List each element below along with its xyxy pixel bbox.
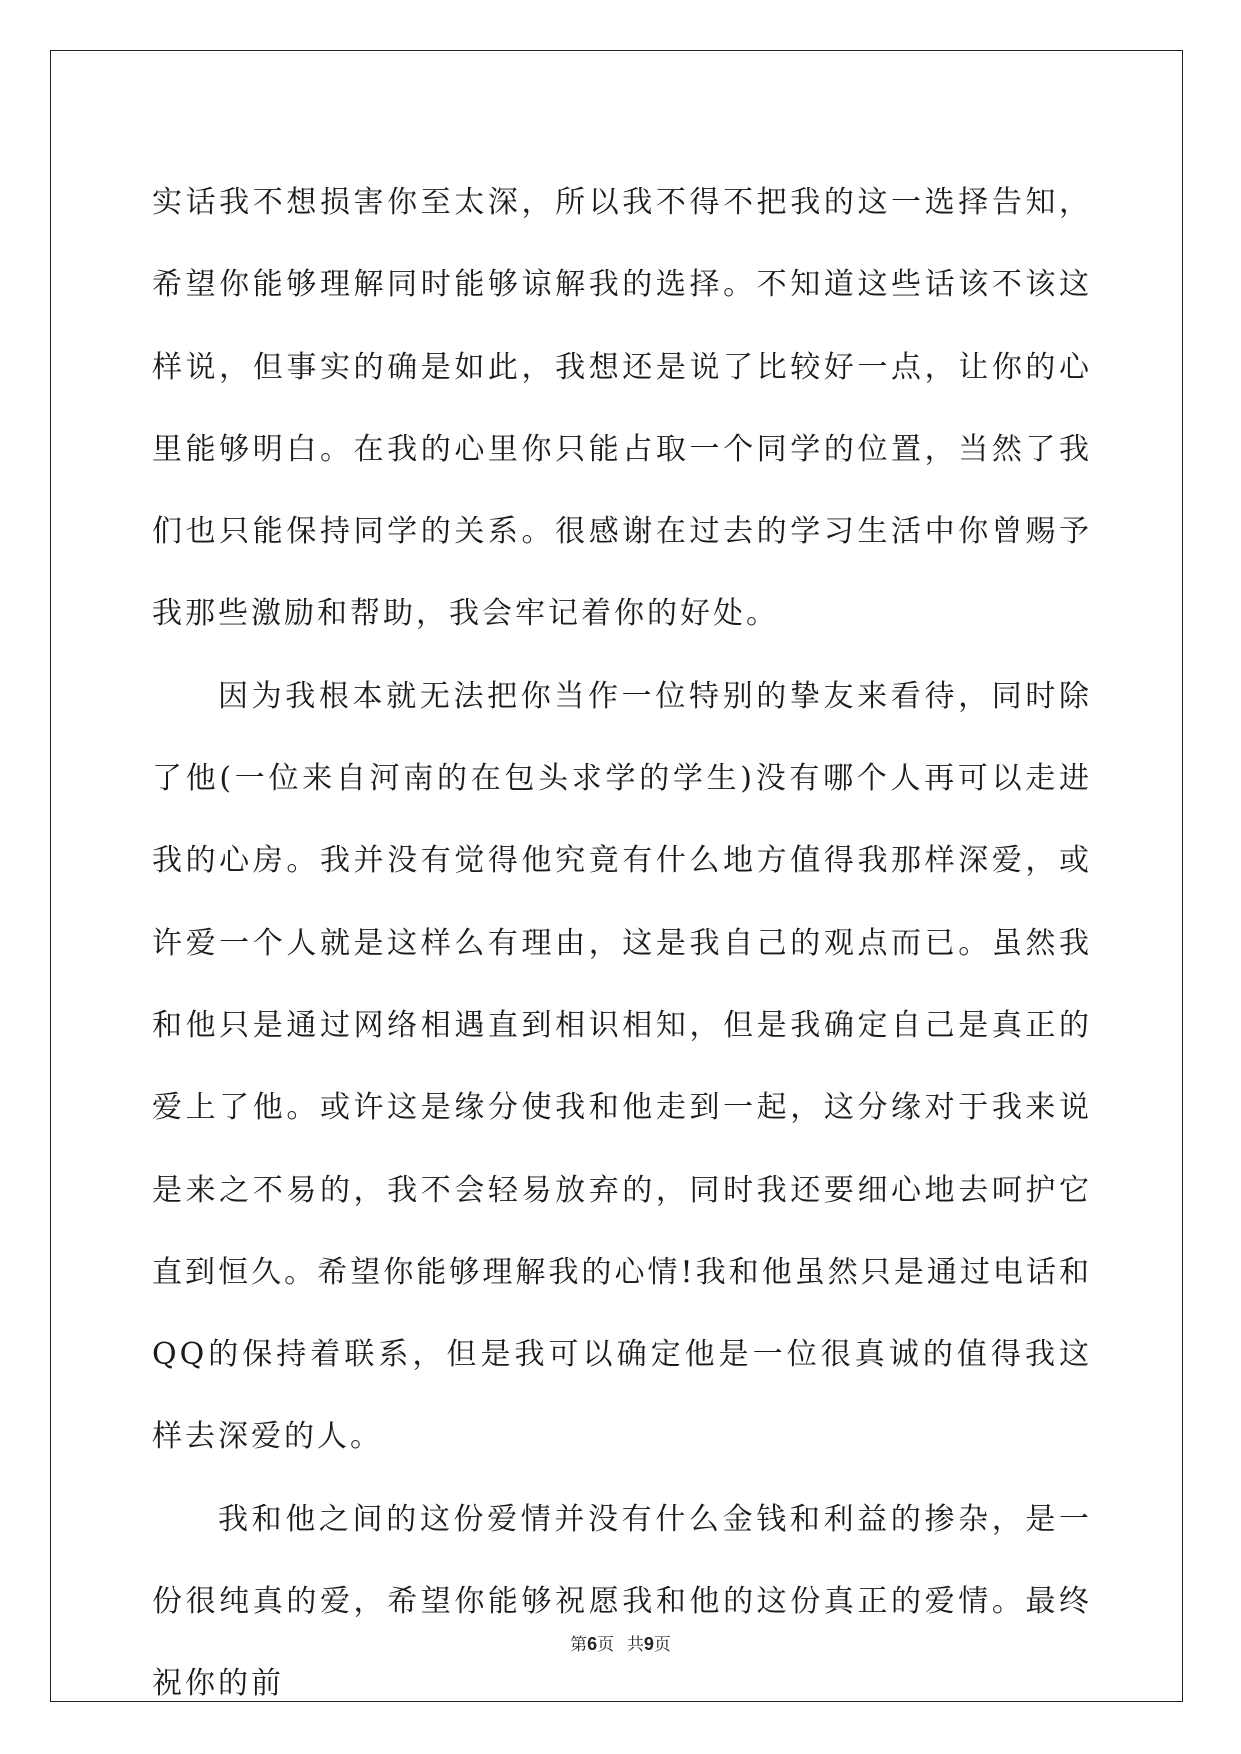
paragraph-2: 因为我根本就无法把你当作一位特别的挚友来看待，同时除了他(一位来自河南的在包头求学的学生)没有哪个人再可以走进我的心房。我并没有觉得他究竟有什么地方值得我那样深爱，或许爱一个人就是这样么有理由，这是我自己的观点而已。虽然我和他只是通过网络相遇直到相识相知，但是我确定自己是真正的爱上了他。或许这是缘分使我和他走到一起，这分缘对于我来说是来之不易的，我不会轻易放弃的，同时我还要细心地去呵护它直到恒久。希望你能够理解我的心情!我和他虽然只是通过电话和QQ的保持着联系，但是我可以确定他是一位很真诚的值得我这样去深爱的人。 (152, 678, 1092, 1455)
page-number: 6 (587, 1634, 598, 1654)
total-pages: 9 (643, 1634, 654, 1654)
total-suffix: 页 (653, 1635, 671, 1654)
total-prefix: 共 (626, 1635, 644, 1654)
paragraph-1: 实话我不想损害你至太深，所以我不得不把我的这一选择告知，希望你能够理解同时能够谅解我的选择。不知道这些话该不该这样说，但事实的确是如此，我想还是说了比较好一点，让你的心里能够明白。在我的心里你只能占取一个同学的位置，当然了我们也只能保持同学的关系。很感谢在过去的学习生活中你曾赐予我那些激励和帮助，我会牢记着你的好处。 (152, 185, 1092, 632)
page-suffix: 页 (597, 1635, 615, 1654)
page-footer (0, 1630, 1241, 1655)
paragraph-3: 我和他之间的这份爱情并没有什么金钱和利益的掺杂，是一份很纯真的爱，希望你能够祝愿我和他的这份真正的爱情。最终祝你的前 (152, 1501, 1092, 1702)
page-prefix: 第 (570, 1635, 588, 1654)
document-body (152, 162, 1092, 1726)
